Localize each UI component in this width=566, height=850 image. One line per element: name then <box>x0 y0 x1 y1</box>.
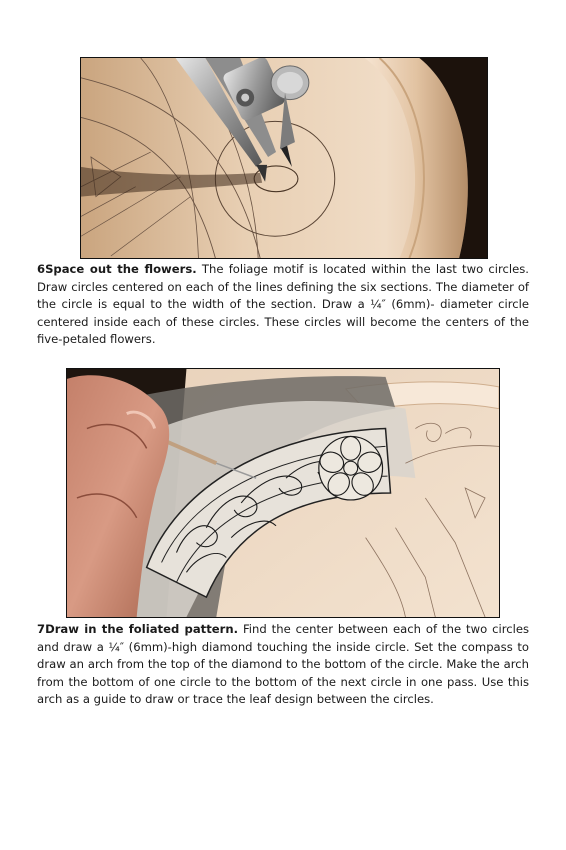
step-6-caption <box>37 261 529 349</box>
compass-drawing-photo <box>80 57 488 259</box>
step-7-heading: 7Draw in the foliated pattern. <box>37 622 238 636</box>
step-6-text: The foliage motif is located within the last two circles. Draw circles centered on each of the lines defining the six sections. The diameter of the circle is equal to the width of the section. Draw a ¼″ (6mm)- diameter circle centered inside each of these circles. These circles will become the centers of the five-petaled flowers. <box>37 262 529 347</box>
step-7-caption <box>37 621 529 709</box>
step-7-text: Find the center between each of the two circles and draw a ¼″ (6mm)-high diamond touching the inside circle. Set the compass to draw an arch from the top of the diamond to the bottom of the circle. Make the arch from the bottom of one circle to the bottom of the next circle in one pass. Use this arch as a guide to draw or trace the leaf design between the circles. <box>37 622 529 707</box>
step-6-heading: 6Space out the flowers. <box>37 262 197 276</box>
foliated-pattern-photo <box>66 368 500 618</box>
